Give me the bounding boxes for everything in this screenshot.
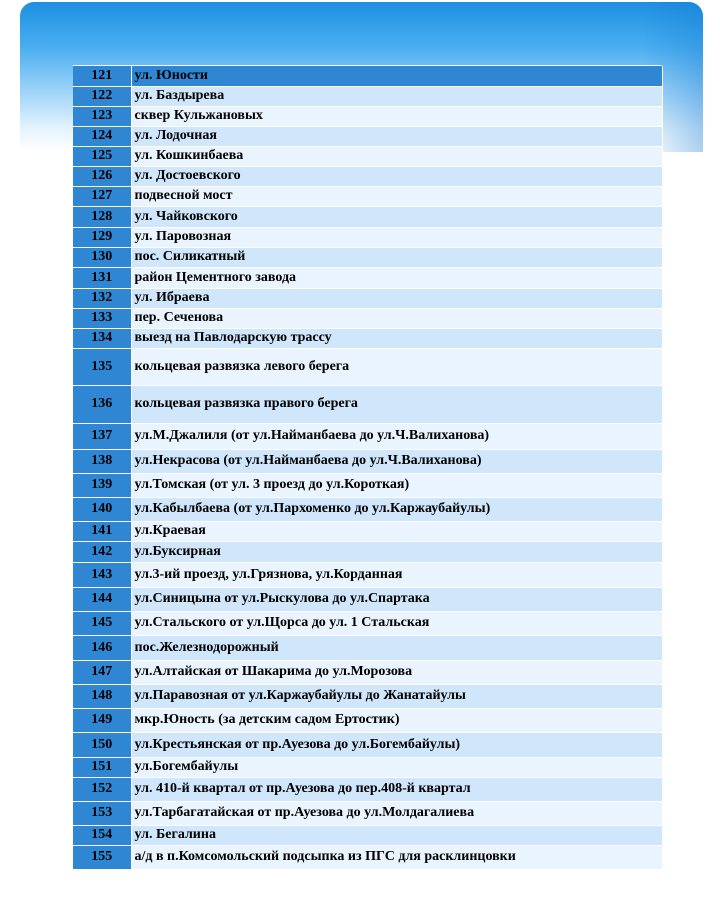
street-name: пос.Железнодорожный: [131, 635, 662, 660]
street-name: ул.Богембайулы: [131, 757, 662, 777]
row-number: 121: [73, 66, 131, 86]
street-name: ул. Ибраева: [131, 288, 662, 308]
table-row: [73, 497, 662, 521]
table-row: [73, 166, 662, 186]
street-name: кольцевая развязка левого берега: [131, 348, 662, 385]
street-name: ул. Баздырева: [131, 86, 662, 106]
row-number: 155: [73, 845, 131, 869]
row-number: 143: [73, 562, 131, 587]
street-name: ул.Алтайская от Шакарима до ул.Морозова: [131, 660, 662, 684]
street-name: ул.Кабылбаева (от ул.Пархоменко до ул.Каржаубайулы): [131, 497, 662, 521]
street-name: ул. Достоевского: [131, 166, 662, 186]
table-row: [73, 348, 662, 385]
row-number: 144: [73, 587, 131, 611]
table-row: [73, 825, 662, 845]
row-number: 125: [73, 146, 131, 166]
street-name: подвесной мост: [131, 186, 662, 206]
street-name: ул. 410-й квартал от пр.Ауезова до пер.408-й квартал: [131, 777, 662, 801]
table-row: [73, 587, 662, 611]
street-name: ул.3-ий проезд, ул.Грязнова, ул.Корданная: [131, 562, 662, 587]
table-row: [73, 473, 662, 497]
table-row: [73, 126, 662, 146]
table-row: [73, 562, 662, 587]
table-row: [73, 86, 662, 106]
table-row: [73, 635, 662, 660]
row-number: 145: [73, 611, 131, 635]
row-number: 147: [73, 660, 131, 684]
streets-table: [73, 66, 663, 870]
row-number: 142: [73, 541, 131, 562]
table-row: [73, 732, 662, 757]
table-row: [73, 385, 662, 423]
street-name: ул. Юности: [131, 66, 662, 86]
row-number: 134: [73, 328, 131, 348]
street-name: мкр.Юность (за детским садом Ертостик): [131, 708, 662, 732]
street-name: ул.Крестьянская от пр.Ауезова до ул.Богембайулы): [131, 732, 662, 757]
table-row: [73, 611, 662, 635]
street-name: ул. Чайковского: [131, 206, 662, 227]
row-number: 124: [73, 126, 131, 146]
row-number: 149: [73, 708, 131, 732]
row-number: 133: [73, 308, 131, 328]
row-number: 140: [73, 497, 131, 521]
table-row: [73, 423, 662, 449]
table-row: [73, 777, 662, 801]
street-name: ул.М.Джалиля (от ул.Найманбаева до ул.Ч.Валиханова): [131, 423, 662, 449]
row-number: 131: [73, 267, 131, 288]
row-number: 141: [73, 521, 131, 541]
street-name: район Цементного завода: [131, 267, 662, 288]
row-number: 129: [73, 227, 131, 247]
row-number: 139: [73, 473, 131, 497]
row-number: 135: [73, 348, 131, 385]
table-row: [73, 227, 662, 247]
table-row: [73, 267, 662, 288]
table-row: [73, 449, 662, 473]
street-name: ул.Буксирная: [131, 541, 662, 562]
row-number: 128: [73, 206, 131, 227]
table-row: [73, 521, 662, 541]
row-number: 123: [73, 106, 131, 126]
row-number: 137: [73, 423, 131, 449]
street-name: сквер Кульжановых: [131, 106, 662, 126]
row-number: 127: [73, 186, 131, 206]
row-number: 148: [73, 684, 131, 708]
row-number: 136: [73, 385, 131, 423]
street-name: ул.Томская (от ул. 3 проезд до ул.Короткая): [131, 473, 662, 497]
row-number: 151: [73, 757, 131, 777]
street-name: а/д в п.Комсомольский подсыпка из ПГС для расклинцовки: [131, 845, 662, 869]
table-row: [73, 106, 662, 126]
table-row: [73, 66, 662, 86]
row-number: 132: [73, 288, 131, 308]
row-number: 138: [73, 449, 131, 473]
row-number: 154: [73, 825, 131, 845]
table-row: [73, 541, 662, 562]
row-number: 150: [73, 732, 131, 757]
street-name: ул. Лодочная: [131, 126, 662, 146]
table-row: [73, 845, 662, 869]
street-name: ул.Некрасова (от ул.Найманбаева до ул.Ч.Валиханова): [131, 449, 662, 473]
street-name: кольцевая развязка правого берега: [131, 385, 662, 423]
row-number: 153: [73, 801, 131, 825]
streets-table-container: [73, 65, 662, 870]
table-row: [73, 288, 662, 308]
table-row: [73, 708, 662, 732]
street-name: ул. Бегалина: [131, 825, 662, 845]
table-row: [73, 757, 662, 777]
table-row: [73, 146, 662, 166]
row-number: 122: [73, 86, 131, 106]
street-name: выезд на Павлодарскую трассу: [131, 328, 662, 348]
table-row: [73, 660, 662, 684]
streets-table-body: [73, 66, 662, 869]
table-row: [73, 801, 662, 825]
street-name: ул. Паровозная: [131, 227, 662, 247]
street-name: ул.Синицына от ул.Рыскулова до ул.Спартака: [131, 587, 662, 611]
table-row: [73, 247, 662, 267]
row-number: 152: [73, 777, 131, 801]
street-name: пос. Силикатный: [131, 247, 662, 267]
table-row: [73, 186, 662, 206]
row-number: 126: [73, 166, 131, 186]
street-name: ул. Кошкинбаева: [131, 146, 662, 166]
table-row: [73, 206, 662, 227]
row-number: 146: [73, 635, 131, 660]
street-name: ул.Стальского от ул.Щорса до ул. 1 Стальская: [131, 611, 662, 635]
street-name: пер. Сеченова: [131, 308, 662, 328]
table-row: [73, 684, 662, 708]
street-name: ул.Краевая: [131, 521, 662, 541]
row-number: 130: [73, 247, 131, 267]
table-row: [73, 328, 662, 348]
street-name: ул.Тарбагатайская от пр.Ауезова до ул.Молдагалиева: [131, 801, 662, 825]
table-row: [73, 308, 662, 328]
street-name: ул.Паравозная от ул.Каржаубайулы до Жанатайулы: [131, 684, 662, 708]
